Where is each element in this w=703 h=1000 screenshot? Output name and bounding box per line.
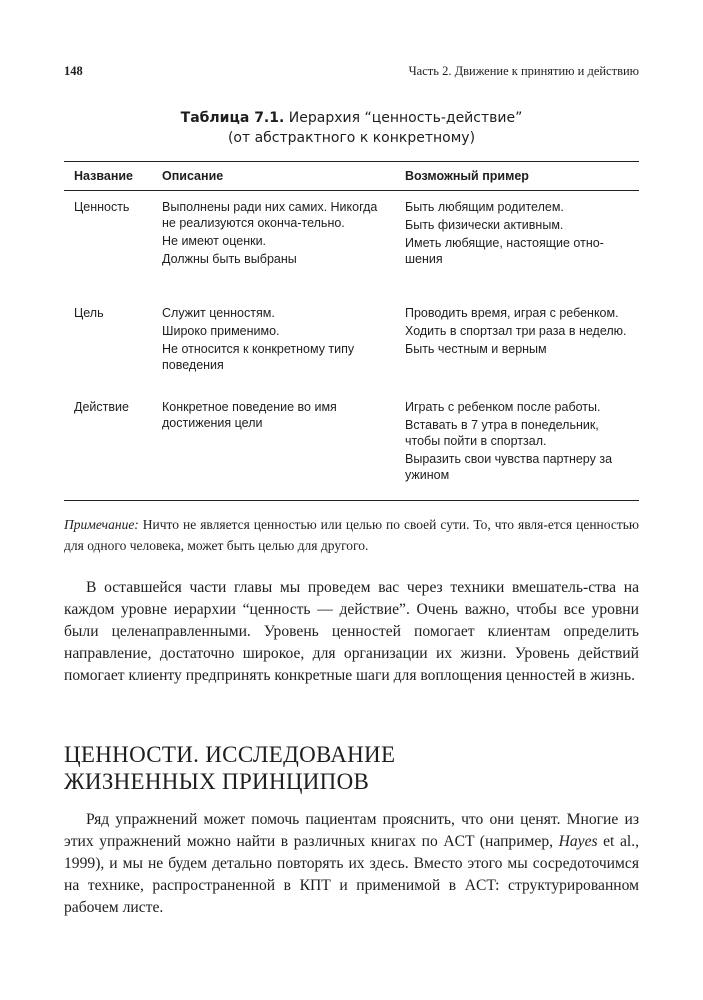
table-caption bbox=[64, 108, 639, 148]
table-caption-label: Таблица 7.1. bbox=[180, 110, 285, 126]
example-item: Вставать в 7 утра в понедельник, чтобы пойти в спортзал. bbox=[405, 418, 599, 448]
example-item: Выразить свои чувства партнеру за ужином bbox=[405, 452, 613, 482]
section-heading bbox=[64, 741, 639, 795]
body-paragraph: В оставшейся части главы мы проведем вас через техники вмешатель-ства на каждом уровне иерархии “ценность — действие”. Очень важно, чтобы все уровни были целенаправленными. Уровень ценностей помогает клиентам определить направление, достаточно широкое, для организации их жизни. Уровень действий помогает клиенту предпринять конкретные шаги для воплощения ценностей в жизнь. bbox=[64, 579, 639, 684]
description-item: Широко применимо. bbox=[162, 324, 280, 338]
row-examples bbox=[405, 305, 639, 363]
example-item: Играть с ребенком после работы. bbox=[405, 400, 601, 414]
example-item: Быть физически активным. bbox=[405, 218, 564, 232]
description-item: Должны быть выбраны bbox=[162, 252, 297, 266]
running-head: Часть 2. Движение к принятию и действию bbox=[408, 64, 639, 78]
note-text: Ничто не является ценностью или целью по своей сути. То, что явля-ется ценностью для одного человека, может быть целью для другого. bbox=[64, 517, 639, 553]
row-description bbox=[162, 399, 405, 437]
row-examples bbox=[405, 199, 639, 273]
body-paragraph bbox=[64, 809, 639, 919]
table-note bbox=[64, 514, 639, 556]
table-header-example: Возможный пример bbox=[405, 169, 529, 183]
table-header-description: Описание bbox=[162, 169, 224, 183]
citation-author: Hayes bbox=[558, 833, 598, 850]
example-item: Быть любящим родителем. bbox=[405, 200, 564, 214]
table-caption-text: Иерархия “ценность-действие” bbox=[288, 110, 523, 126]
paragraph-text: et al., 1999), и мы не будем детально повторять их здесь. Вместо этого мы сосредоточимся на технике, распространенной в КПТ и применимой в ACT: структурированном рабочем листе. bbox=[64, 833, 639, 916]
table-row bbox=[64, 191, 639, 305]
row-examples bbox=[405, 399, 639, 489]
row-name: Цель bbox=[74, 306, 104, 320]
example-item: Ходить в спортзал три раза в неделю. bbox=[405, 324, 627, 338]
page-number: 148 bbox=[64, 64, 83, 78]
table-row bbox=[64, 305, 639, 399]
note-label: Примечание: bbox=[64, 517, 139, 532]
description-item: Служит ценностям. bbox=[162, 306, 275, 320]
value-action-table bbox=[64, 161, 639, 501]
example-item: Иметь любящие, настоящие отно-шения bbox=[405, 236, 604, 266]
row-description bbox=[162, 305, 405, 379]
row-name: Действие bbox=[74, 400, 129, 414]
example-item: Проводить время, играя с ребенком. bbox=[405, 306, 619, 320]
section-heading-line: ЦЕННОСТИ. ИССЛЕДОВАНИЕ bbox=[64, 742, 396, 767]
table-caption-subtitle: (от абстрактного к конкретному) bbox=[227, 130, 476, 146]
table-header-name: Название bbox=[74, 169, 134, 183]
example-item: Быть честным и верным bbox=[405, 342, 547, 356]
description-item: Не имеют оценки. bbox=[162, 234, 267, 248]
table-header-row bbox=[64, 162, 639, 191]
description-item: Выполнены ради них самих. Никогда не реализуются оконча-тельно. bbox=[162, 200, 378, 230]
table-row bbox=[64, 399, 639, 500]
section-heading-line: ЖИЗНЕННЫХ ПРИНЦИПОВ bbox=[64, 769, 370, 794]
row-description bbox=[162, 199, 405, 273]
description-item: Конкретное поведение во имя достижения цели bbox=[162, 400, 337, 430]
description-item: Не относится к конкретному типу поведения bbox=[162, 342, 355, 372]
row-name: Ценность bbox=[74, 200, 130, 214]
paragraph-text: Ряд упражнений может помочь пациентам прояснить, что они ценят. Многие из этих упражнений можно найти в различных книгах по ACT (например, bbox=[64, 811, 639, 850]
